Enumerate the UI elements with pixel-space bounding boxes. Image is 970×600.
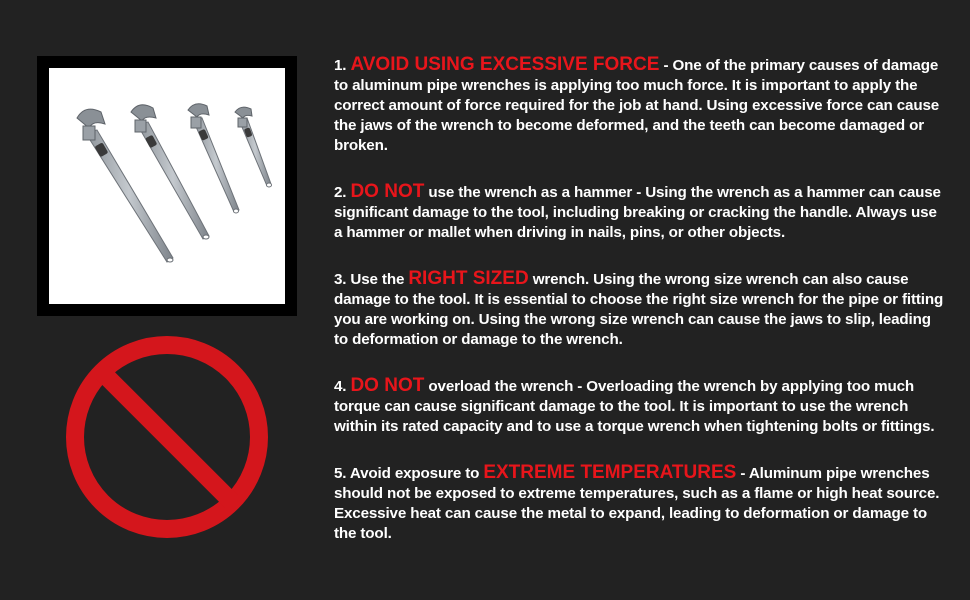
tip-4-highlight: DO NOT xyxy=(350,375,425,396)
tip-2-highlight: DO NOT xyxy=(350,181,425,202)
pipe-wrench-icon xyxy=(188,104,239,213)
product-photo-frame xyxy=(37,56,297,316)
tip-1-highlight: AVOID USING EXCESSIVE FORCE xyxy=(350,54,660,75)
pipe-wrench-set-icon xyxy=(49,68,285,304)
no-sign-icon xyxy=(64,334,270,540)
product-photo xyxy=(49,68,285,304)
tip-4: 4. DO NOT overload the wrench - Overloading the wrench by applying too much torque can cause significant damage to the tool. It is important to use the wrench within its rated capacity and to use a torque wrench when tightening bolts or fittings. xyxy=(334,375,935,435)
pipe-wrench-icon xyxy=(77,109,173,262)
tip-5-highlight: EXTREME TEMPERATURES xyxy=(483,462,737,483)
tip-5: 5. Avoid exposure to EXTREME TEMPERATURES - Aluminum pipe wrenches should not be exposed to extreme temperatures, such as a flame or high heat source. Excessive heat can cause the metal to expand, leading to deformation or damage to the tool. xyxy=(334,462,940,542)
tip-3: 3. Use the RIGHT SIZED wrench. Using the wrong size wrench can also cause damage to the tool. It is essential to choose the right size wrench for the pipe or fitting you are working on. Using the wrong size wrench can cause the jaws to slip, leading to deformation or damage to the wrench. xyxy=(334,268,944,348)
tip-2: 2. DO NOT use the wrench as a hammer - Using the wrench as a hammer can cause significant damage to the tool, including breaking or cracking the handle. Always use a hammer or mallet when driving in nails, pins, or other objects. xyxy=(334,181,941,241)
tip-3-highlight: RIGHT SIZED xyxy=(408,268,529,289)
pipe-wrench-icon xyxy=(235,107,272,187)
tip-1: 1. AVOID USING EXCESSIVE FORCE - One of the primary causes of damage to aluminum pipe wrenches is applying too much force. It is important to apply the correct amount of force required for the job at hand. Using excessive force can cause the jaws of the wrench to become deformed, and the teeth can become damaged or broken. xyxy=(334,54,940,154)
maintenance-tips xyxy=(334,55,944,570)
